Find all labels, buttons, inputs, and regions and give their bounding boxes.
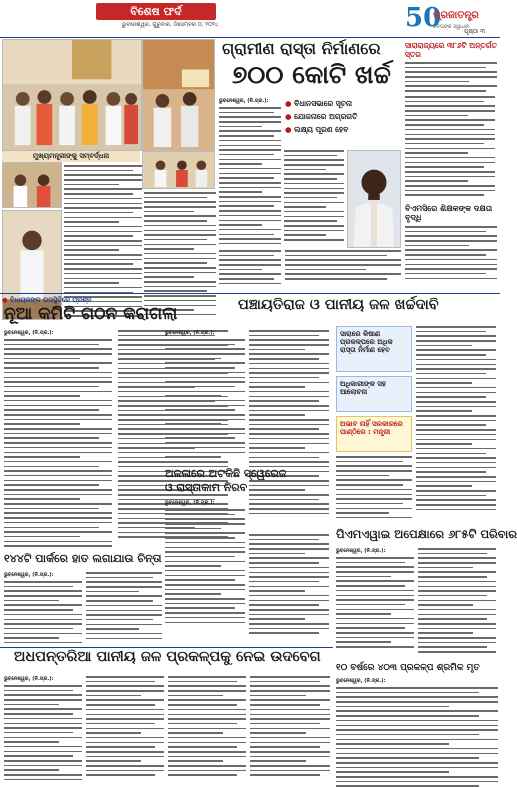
section-divider-2 (0, 647, 333, 648)
headline-sewerage-2: ଓ ରାସ୍ତାକାମ ନିରବ (165, 481, 248, 494)
highlight-box-kisan-text: ସାରାରେ କିଷାଣ ପ୍ରକଳ୍ପରେ ଅଧିକ ରାସ୍ତା ନିର୍ମାଣ ହେବ (340, 330, 393, 355)
kicker-new-committee: ● ବିଧାୟକଙ୍କ ଉପସ୍ଥିତିରେ ପ୍ରଶ୍ନ (2, 296, 92, 304)
photo-ceremony (2, 39, 142, 151)
article-sewerage-col-1: ଭୁବନେଶ୍ୱର, (ନି.ପ୍ର.): (165, 500, 245, 640)
article-panchayat-col-4 (416, 326, 496, 526)
article-right-top (405, 62, 497, 96)
masthead-rule (0, 37, 500, 38)
headline-drinking-water: ଅଧପନ୍ତରିଆ ପାନୀୟ ଜଳ ପ୍ରକଳ୍ପକୁ ନେଇ ଉଦବେଗ (14, 649, 321, 665)
bullet-1: ● ବିଧାନସଭାରେ ସୂଚନା (285, 99, 353, 108)
headline-right-sub: ବିଏମସିରେ ଶିକ୍ଷକଙ୍କ ଦକ୍ଷତା ବୃଦ୍ଧି (405, 204, 493, 223)
article-workers: ଭୁବନେଶ୍ୱର, (ନି.ପ୍ର.): (336, 678, 498, 784)
article-water-col-2 (86, 676, 164, 786)
photo-meeting-small (2, 162, 62, 208)
highlight-box-officials (336, 376, 412, 412)
quote-box (336, 416, 412, 452)
headline-panchayat: ପଞ୍ଚାୟତିରାଜ ଓ ପାନୀୟ ଜଳ ଖର୍ଚ୍ଚଦାବି (238, 297, 439, 313)
article-right-col-2 (405, 226, 497, 288)
article-panchayat-col-3 (336, 456, 412, 526)
photo-minister-portrait (347, 150, 401, 248)
article-water-col-1: ଭୁବନେଶ୍ୱର, (ନି.ପ୍ର.): (4, 676, 82, 786)
logo-name: ପ୍ରଜାତନ୍ତ୍ର (433, 10, 479, 21)
article-parks-col-1: ଭୁବନେଶ୍ୱର, (ନି.ପ୍ର.): (4, 572, 82, 644)
logo-tagline: ଜନତାଙ୍କ ସ୍ୱାଧୀନ (433, 24, 470, 30)
photo-caption-cm: ମୁଖ୍ୟମନ୍ତ୍ରୀଙ୍କୁ ସମ୍ବର୍ଦ୍ଧନା (2, 151, 140, 162)
article-rural-roads-col-3 (285, 250, 401, 285)
headline-rural-roads-1: ଗ୍ରାମୀଣ ରାସ୍ତା ନିର୍ମାଣରେ (222, 39, 381, 58)
headline-new-committee: ନୂଆ କମିଟି ଗଠନ କରାଗଲା (4, 304, 178, 324)
article-sewerage-col-2 (249, 534, 329, 644)
headline-rural-roads-2: ୭୦୦ କୋଟି ଖର୍ଚ୍ଚ (232, 60, 391, 89)
article-water-col-4 (250, 676, 330, 786)
article-pmay-col-2 (418, 548, 496, 660)
headline-sewerage-1: ଅଳଳାରେ ଅଟକିଛି ସ୍ୱେରେଜ (165, 467, 287, 480)
logo-number: 50 (405, 3, 442, 33)
article-right-col-1 (405, 96, 495, 204)
article-rural-roads-col-4 (219, 250, 281, 288)
bullet-3: ● ଲକ୍ଷ୍ୟ ପୂରଣ ହେବ (285, 125, 349, 134)
rural-roads-bullets (285, 99, 400, 151)
headline-workers: ୧୦ ବର୍ଷରେ ୪୦୩ ପ୍ରକଳ୍ପ ଶ୍ରମିକ ମୃତ (336, 663, 480, 673)
article-rural-roads-col-2 (284, 150, 344, 248)
bullet-2: ● ଯୋଜନାରେ ଅଗ୍ରଗତି (285, 112, 358, 121)
page-number: ପୃଷ୍ଠା ୩ (464, 28, 485, 35)
headline-right-top: ସାରାରାଜ୍ୟରେ ୩୮୬ଟି ଅନ୍ତର୍ଗତ ସ୍ତର (405, 41, 497, 59)
article-rural-roads-col-1: ଭୁବନେଶ୍ୱର, (ନି.ପ୍ର.): (219, 98, 281, 248)
quote-box-text: ଅଭାବ ନାହିଁ ସରକାରରେ ପାଣ୍ଠିରେ : ମନ୍ତ୍ରୀ (340, 420, 403, 437)
highlight-box-kisan (336, 326, 412, 372)
highlight-box-officials-text: ଅଧିକାରୀଙ୍କ ସହ ଆଲୋଚନା (340, 380, 386, 397)
headline-pmay: ପିଏମଏୱାଇ ଅପେକ୍ଷାରେ ୬୮୫ଟି ପରିବାର (336, 527, 517, 541)
section-label: ବିଶେଷ ଫର୍ଦ (96, 3, 216, 20)
article-panchayat-col-1: ଭୁବନେଶ୍ୱର, (ନି.ପ୍ର.): (165, 330, 245, 466)
article-pmay-col-1: ଭୁବନେଶ୍ୱର, (ନି.ପ୍ର.): (336, 548, 414, 660)
article-panchayat-col-2 (249, 330, 329, 530)
article-parks-col-2 (86, 572, 162, 644)
article-committee-col-1: ଭୁବନେଶ୍ୱର, (ନି.ପ୍ର.): (4, 330, 112, 550)
article-water-col-3 (168, 676, 246, 786)
headline-parks: ୧୪୪ଟି ପାର୍କରେ ହାତ ଲଗାଯାଉ ଚିନ୍ତା (4, 552, 162, 565)
photo-minister-visit (142, 151, 215, 189)
photo-inauguration (142, 39, 215, 151)
dateline: ଭୁବନେଶ୍ୱର, ଗୁରୁବାର, ଡିସେମ୍ବର ୦, ୨୦୨୪ (121, 22, 219, 28)
